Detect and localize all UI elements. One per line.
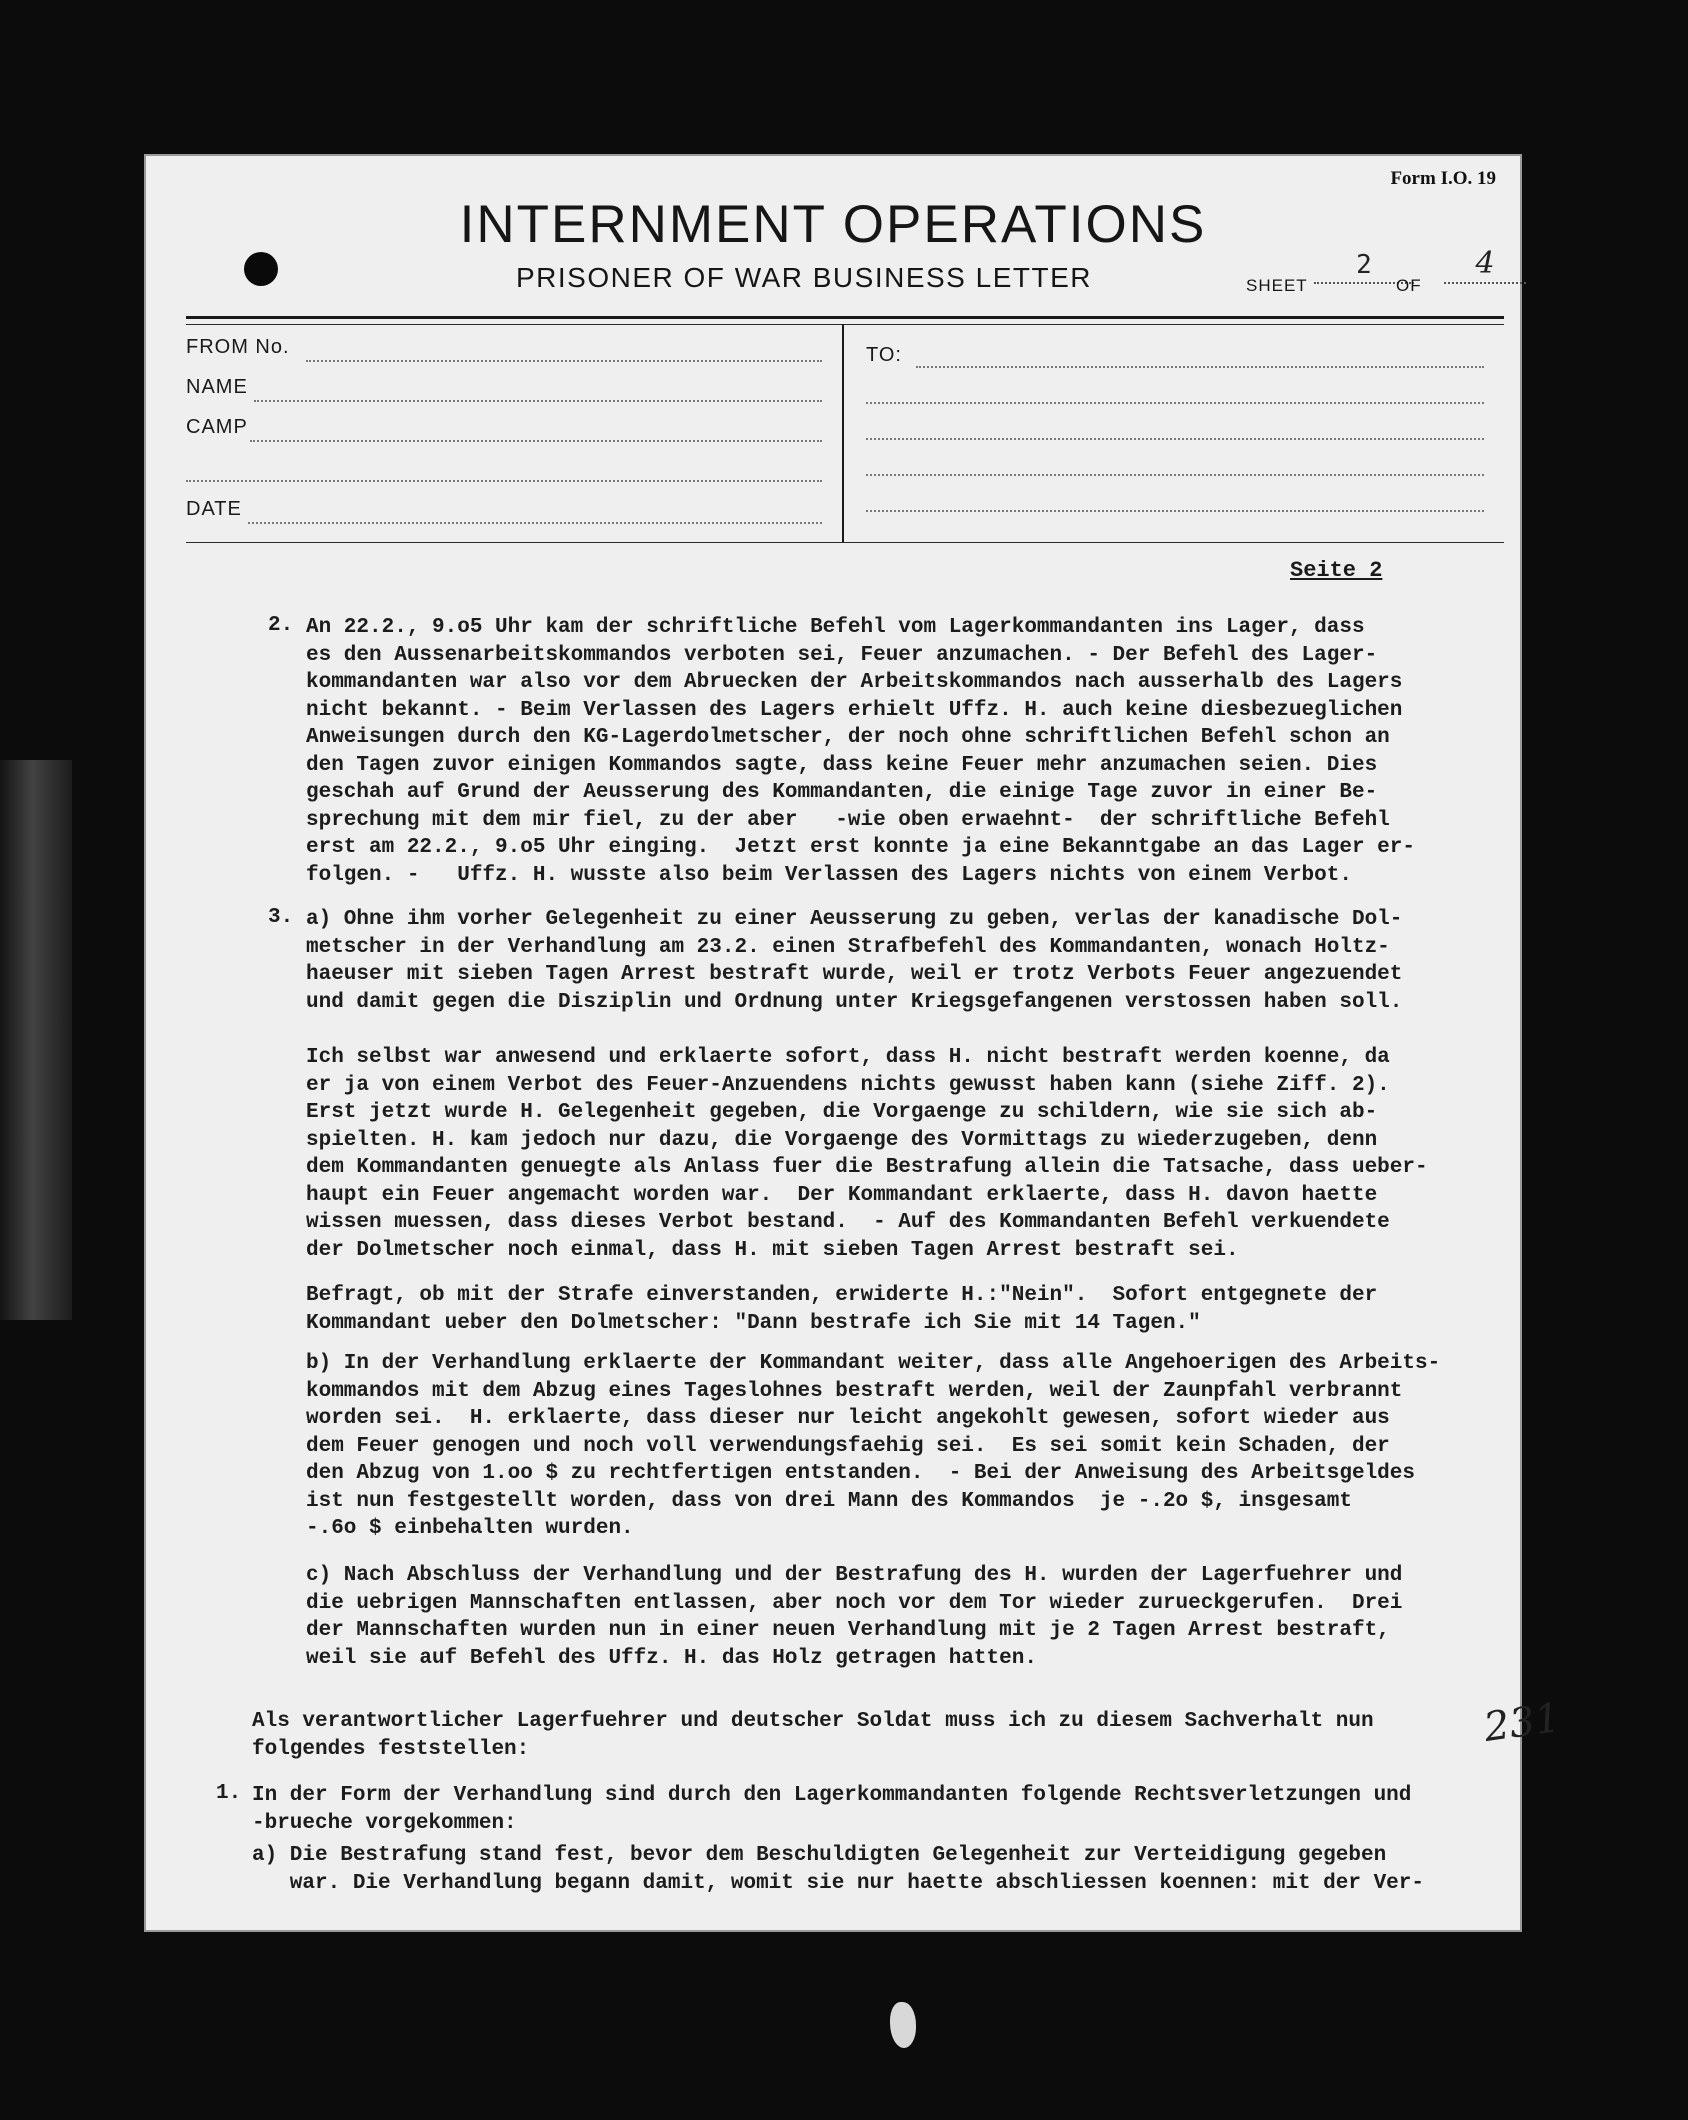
date-label: DATE (186, 498, 242, 520)
header-rule (186, 316, 1504, 319)
film-edge (0, 760, 72, 1320)
punch-hole (244, 252, 278, 286)
from-label: FROM No. (186, 336, 290, 358)
to-label: TO: (866, 344, 902, 366)
name-label: NAME (186, 376, 248, 398)
name-line (254, 400, 822, 402)
conclusion-point-1: In der Form der Verhandlung sind durch den Lagerkommandanten folgende Rechtsverletzungen und -brueche vorgekommen: (252, 1784, 1412, 1835)
paragraph-3a: a) Ohne ihm vorher Gelegenheit zu einer Aeusserung zu geben, verlas der kanadische Dol- metscher in der Verhandlung am 23.2. einen Strafbefehl des Kommandanten, wonach Holtz- haeuser mit sieben Tagen Arrest bestraft wurde, weil er trotz Verbots Feuer angezuendet und damit gegen die Disziplin und Ordnung unter Kriegsgefangenen verstossen haben soll. (306, 908, 1403, 1014)
document-sheet (144, 154, 1564, 1932)
form-number: Form I.O. 19 (1390, 168, 1496, 189)
document-subtitle: PRISONER OF WAR BUSINESS LETTER (516, 262, 1092, 293)
sheet-total: 4 (1444, 246, 1526, 284)
to-line-5 (866, 510, 1484, 512)
camp-line (250, 440, 822, 442)
address-divider (842, 324, 844, 542)
to-line-3 (866, 438, 1484, 440)
conclusion-point-1a: a) Die Bestrafung stand fest, bevor dem Beschuldigten Gelegenheit zur Verteidigung gegeben war. Die Verhandlung begann damit, womit sie nur haette abschliessen koennen: mit der Ver- (252, 1844, 1424, 1895)
to-line-2 (866, 402, 1484, 404)
paragraph-3c: c) Nach Abschluss der Verhandlung und der Bestrafung des H. wurden der Lagerfuehrer und die uebrigen Mannschaften entlassen, aber noch vor dem Tor wieder zurueckgerufen. Drei der Mannschaften wurden nun in einer neuen Verhandlung mit je 2 Tagen Arrest bestraft, weil sie auf Befehl des Uffz. H. das Holz getragen hatten. (306, 1564, 1403, 1670)
paragraph-number: 2. (268, 614, 294, 637)
document-title: INTERNMENT OPERATIONS (459, 195, 1207, 254)
to-line-4 (866, 474, 1484, 476)
paragraph-2: An 22.2., 9.o5 Uhr kam der schriftliche Befehl vom Lagerkommandanten ins Lager, dass es den Aussenarbeitskommandos verboten sei, Feuer anzumachen. - Der Befehl des Lager- kommandanten war also vor dem Abruecken der Arbeitskommandos nach ausserhalb des Lagers nicht bekannt. - Beim Verlassen des Lagers erhielt Uffz. H. auch keine diesbezueglichen Anweisungen durch den KG-Lagerdolmetscher, der noch ohne schriftlichen Befehl schon an den Tagen zuvor einigen Kommandos sagte, dass keine Feuer mehr anzumachen seien. Dies geschah auf Grund der Aeusserung des Kommandanten, die einige Tage zuvor in einer Be- sprechung mit dem mir fiel, zu der aber -wie oben erwaehnt- der schriftliche Befehl erst am 22.2., 9.o5 Uhr einging. Jetzt erst konnte ja eine Bekanntgabe an das Lager er- folgen. - Uffz. H. wusste also beim Verlassen des Lagers nichts von einem Verbot. (306, 616, 1415, 887)
paragraph-number: 3. (268, 906, 294, 929)
header-rule-thin (186, 324, 1504, 325)
handwritten-folio-number: 231 (1481, 1694, 1564, 1752)
conclusion-intro: Als verantwortlicher Lagerfuehrer und deutscher Soldat muss ich zu diesem Sachverhalt nun folgendes feststellen: (252, 1710, 1374, 1761)
page-label: Seite 2 (1290, 558, 1383, 583)
film-speck (890, 2002, 916, 2048)
to-line-1 (916, 366, 1484, 368)
camp-label: CAMP (186, 416, 248, 438)
paragraph-3a-response: Befragt, ob mit der Strafe einverstanden, erwiderte H.:"Nein". Sofort entgegnete der Kommandant ueber den Dolmetscher: "Dann bestrafe ich Sie mit 14 Tagen." (306, 1284, 1378, 1335)
paragraph-number: 1. (216, 1782, 242, 1805)
date-line (248, 522, 822, 524)
from-line (306, 360, 822, 362)
of-label: OF (1396, 276, 1422, 295)
sheet-label: SHEET (1246, 276, 1308, 295)
paragraph-3a-continued: Ich selbst war anwesend und erklaerte sofort, dass H. nicht bestraft werden koenne, da er ja von einem Verbot des Feuer-Anzuendens nichts gewusst haben kann (siehe Ziff. 2). Erst jetzt wurde H. Gelegenheit gegeben, die Vorgaenge zu schildern, wie sie sich ab- spielten. H. kam jedoch nur dazu, die Vorgaenge des Vormittags zu wiederzugeben, denn dem Kommandanten genuegte als Anlass fuer die Bestrafung allein die Tatsache, dass ueber- haupt ein Feuer angemacht worden war. Der Kommandant erklaerte, dass H. davon haette wissen muessen, dass dieses Verbot bestand. - Auf des Kommandanten Befehl verkuendete der Dolmetscher noch einmal, dass H. mit sieben Tagen Arrest bestraft sei. (306, 1046, 1428, 1262)
sheet-number: 2 (1314, 250, 1414, 284)
paragraph-3b: b) In der Verhandlung erklaerte der Kommandant weiter, dass alle Angehoerigen des Arbeits- kommandos mit dem Abzug eines Tageslohnes bestraft werden, weil der Zaunpfahl verbrannt worden sei. H. erklaerte, dass dieser nur leicht angekohlt gewesen, sofort wieder aus dem Feuer genogen und noch voll verwendungsfaehig sei. Es sei somit kein Schaden, der den Abzug von 1.oo $ zu rechtfertigen entstanden. - Bei der Anweisung des Arbeitsgeldes ist nun festgestellt worden, dass von drei Mann des Kommandos je -.2o $, insgesamt -.6o $ einbehalten wurden. (306, 1352, 1441, 1540)
address-bottom-rule (186, 542, 1504, 543)
blank-line (186, 480, 822, 482)
